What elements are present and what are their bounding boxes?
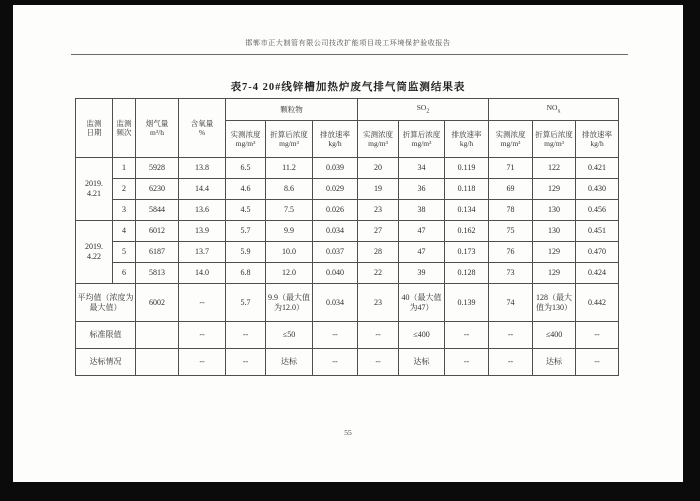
table-cell: 13.7 <box>179 242 226 263</box>
table-cell: 4.5 <box>226 200 266 221</box>
table-cell: 78 <box>489 200 533 221</box>
table-cell: 4 <box>113 221 136 242</box>
col-header-so2-converted <box>399 121 445 158</box>
table-cell: 28 <box>358 242 399 263</box>
table-cell: 13.6 <box>179 200 226 221</box>
table-cell: 0.139 <box>445 284 489 322</box>
col-group-so2-label: SO <box>416 103 427 112</box>
header-group-row <box>76 99 619 121</box>
table-cell: -- <box>576 349 619 376</box>
table-cell: 5844 <box>136 200 179 221</box>
table-cell: 47 <box>399 221 445 242</box>
table-cell: 36 <box>399 179 445 200</box>
table-cell <box>136 322 179 349</box>
table-cell: -- <box>358 322 399 349</box>
table-cell: 7.5 <box>266 200 313 221</box>
table-cell: -- <box>489 322 533 349</box>
subcol-label: 实测浓度 <box>363 129 393 139</box>
date-line1: 2019. <box>85 242 103 251</box>
col-header-freq-line1: 监测 <box>116 118 132 128</box>
col-header-freq-line2: 频次 <box>116 128 132 137</box>
table-cell: 5.7 <box>226 221 266 242</box>
table-cell: 6.8 <box>226 263 266 284</box>
subcol-label: 折算后浓度 <box>535 129 573 139</box>
table-cell: 11.2 <box>266 158 313 179</box>
table-cell: 达标 <box>399 349 445 376</box>
col-header-freq <box>113 99 136 158</box>
table-cell: 0.456 <box>576 200 619 221</box>
table-cell: 0.470 <box>576 242 619 263</box>
col-group-nox <box>489 99 619 121</box>
col-header-flue-gas-label: 烟气量 <box>145 118 169 128</box>
date-line2: 4.21 <box>87 189 101 198</box>
subcol-label: 折算后浓度 <box>270 129 308 139</box>
header-rule <box>71 54 628 55</box>
subcol-unit: mg/m³ <box>544 139 564 148</box>
table-cell: 2 <box>113 179 136 200</box>
table-cell: -- <box>445 322 489 349</box>
col-header-flue-gas <box>136 99 179 158</box>
table-cell: 130 <box>533 221 576 242</box>
table-cell: 0.451 <box>576 221 619 242</box>
table-cell: 0.040 <box>313 263 358 284</box>
table-cell: 8.6 <box>266 179 313 200</box>
table-cell: 9.9（最大值为12.0） <box>266 284 313 322</box>
table-cell: 0.029 <box>313 179 358 200</box>
table-cell: ≤400 <box>533 322 576 349</box>
table-cell: 0.421 <box>576 158 619 179</box>
table-cell: 23 <box>358 200 399 221</box>
table-cell: 6230 <box>136 179 179 200</box>
table-cell: 73 <box>489 263 533 284</box>
table-cell: 75 <box>489 221 533 242</box>
table-cell: 14.0 <box>179 263 226 284</box>
date-line1: 2019. <box>85 179 103 188</box>
table-cell: -- <box>226 322 266 349</box>
table-cell: 5.9 <box>226 242 266 263</box>
subcol-label: 排放速率 <box>451 129 482 139</box>
col-group-nox-label: NO <box>546 103 558 112</box>
subcol-unit: mg/m³ <box>279 139 299 148</box>
page-number: 55 <box>344 428 352 437</box>
table-cell: 0.430 <box>576 179 619 200</box>
subcol-label: 实测浓度 <box>230 129 261 139</box>
table-cell: 达标 <box>266 349 313 376</box>
col-header-oxygen <box>179 99 226 158</box>
subcol-label: 实测浓度 <box>495 129 526 139</box>
table-cell: 22 <box>358 263 399 284</box>
table-cell: 129 <box>533 242 576 263</box>
table-cell: 0.134 <box>445 200 489 221</box>
table-row <box>76 263 619 284</box>
col-group-nox-subscript: x <box>557 108 561 115</box>
col-header-flue-gas-unit: m³/h <box>150 128 164 137</box>
date-line2: 4.22 <box>87 252 101 261</box>
running-header: 邯郸市正大制管有限公司技改扩能项目竣工环境保护验收报告 <box>245 39 451 47</box>
table-cell: 0.119 <box>445 158 489 179</box>
table-cell: 27 <box>358 221 399 242</box>
col-header-pm-converted <box>266 121 313 158</box>
table-cell: 10.0 <box>266 242 313 263</box>
table-cell: 0.173 <box>445 242 489 263</box>
table-cell: 23 <box>358 284 399 322</box>
table-cell: 6002 <box>136 284 179 322</box>
col-group-particulate-label: 颗粒物 <box>280 104 303 114</box>
table-cell: 3 <box>113 200 136 221</box>
average-row <box>76 284 619 322</box>
subcol-label: 排放速率 <box>320 129 350 139</box>
table-cell: -- <box>313 322 358 349</box>
table-cell: ≤400 <box>399 322 445 349</box>
col-header-nox-rate <box>576 121 619 158</box>
col-header-nox-converted <box>533 121 576 158</box>
subcol-unit: mg/m³ <box>500 139 521 148</box>
date-cell <box>76 221 113 284</box>
table-cell: -- <box>179 284 226 322</box>
table-row <box>76 179 619 200</box>
document-page <box>13 5 683 482</box>
subcol-label: 折算后浓度 <box>402 129 441 139</box>
table-cell: -- <box>445 349 489 376</box>
col-header-date-line2: 日期 <box>86 128 102 137</box>
table-cell: -- <box>358 349 399 376</box>
table-cell: 达标 <box>533 349 576 376</box>
table-cell: 6012 <box>136 221 179 242</box>
col-group-so2-subscript: 2 <box>426 108 430 115</box>
table-cell: 71 <box>489 158 533 179</box>
table-cell: 5.7 <box>226 284 266 322</box>
col-header-oxygen-unit: % <box>198 128 206 137</box>
table-cell: 0.034 <box>313 221 358 242</box>
subcol-label: 排放速率 <box>582 129 613 139</box>
table-row <box>76 242 619 263</box>
standard-limit-row <box>76 322 619 349</box>
subcol-unit: kg/h <box>459 139 474 148</box>
table-cell <box>136 349 179 376</box>
table-cell: 5928 <box>136 158 179 179</box>
table-cell: 39 <box>399 263 445 284</box>
table-cell: 0.039 <box>313 158 358 179</box>
table-cell: -- <box>489 349 533 376</box>
table-cell: 4.6 <box>226 179 266 200</box>
date-cell <box>76 158 113 221</box>
table-cell: -- <box>179 322 226 349</box>
table-cell: 122 <box>533 158 576 179</box>
table-cell: 0.026 <box>313 200 358 221</box>
col-header-pm-measured <box>226 121 266 158</box>
col-header-date <box>76 99 113 158</box>
table-cell: -- <box>576 322 619 349</box>
table-row <box>76 158 619 179</box>
table-cell: 0.442 <box>576 284 619 322</box>
col-group-so2 <box>358 99 489 121</box>
table-cell: 0.034 <box>313 284 358 322</box>
table-cell: 12.0 <box>266 263 313 284</box>
compliance-status-row <box>76 349 619 376</box>
table-cell: 19 <box>358 179 399 200</box>
subcol-unit: mg/m³ <box>368 139 388 148</box>
compliance-status-label: 达标情况 <box>76 349 136 376</box>
table-cell: 0.128 <box>445 263 489 284</box>
table-cell: 34 <box>399 158 445 179</box>
table-cell: 6 <box>113 263 136 284</box>
table-cell: 5 <box>113 242 136 263</box>
table-cell: 40（最大值为47） <box>399 284 445 322</box>
subcol-unit: mg/m³ <box>235 139 256 148</box>
table-cell: 6187 <box>136 242 179 263</box>
col-group-particulate <box>226 99 358 121</box>
subcol-unit: mg/m³ <box>411 139 432 148</box>
standard-limit-label: 标准限值 <box>76 322 136 349</box>
col-header-nox-measured <box>489 121 533 158</box>
table-cell: 13.9 <box>179 221 226 242</box>
table-row <box>76 200 619 221</box>
subcol-unit: kg/h <box>590 139 604 148</box>
table-cell: 0.424 <box>576 263 619 284</box>
table-cell: 76 <box>489 242 533 263</box>
table-title: 表7-4 20#线锌槽加热炉废气排气筒监测结果表 <box>230 82 466 93</box>
table-cell: 74 <box>489 284 533 322</box>
table-cell: -- <box>179 349 226 376</box>
table-cell: 47 <box>399 242 445 263</box>
table-cell: 38 <box>399 200 445 221</box>
table-cell: 14.4 <box>179 179 226 200</box>
table-row <box>76 221 619 242</box>
col-header-so2-measured <box>358 121 399 158</box>
table-cell: 6.5 <box>226 158 266 179</box>
table-cell: 69 <box>489 179 533 200</box>
table-cell: 129 <box>533 179 576 200</box>
table-cell: 0.118 <box>445 179 489 200</box>
table-cell: 13.8 <box>179 158 226 179</box>
table-cell: 130 <box>533 200 576 221</box>
col-header-oxygen-label: 含氧量 <box>190 118 214 128</box>
col-header-so2-rate <box>445 121 489 158</box>
table-cell: 20 <box>358 158 399 179</box>
table-cell: 129 <box>533 263 576 284</box>
table-cell: 0.162 <box>445 221 489 242</box>
table-cell: 0.037 <box>313 242 358 263</box>
table-cell: 1 <box>113 158 136 179</box>
table-cell: -- <box>313 349 358 376</box>
table-cell: 5813 <box>136 263 179 284</box>
table-cell: 9.9 <box>266 221 313 242</box>
monitoring-results-table <box>75 98 619 376</box>
table-cell: 128（最大值为130） <box>533 284 576 322</box>
table-cell: -- <box>226 349 266 376</box>
average-row-label: 平均值（浓度为最大值） <box>76 284 136 322</box>
col-header-date-line1: 监测 <box>86 118 102 128</box>
table-cell: ≤50 <box>266 322 313 349</box>
col-header-pm-rate <box>313 121 358 158</box>
subcol-unit: kg/h <box>328 139 342 148</box>
